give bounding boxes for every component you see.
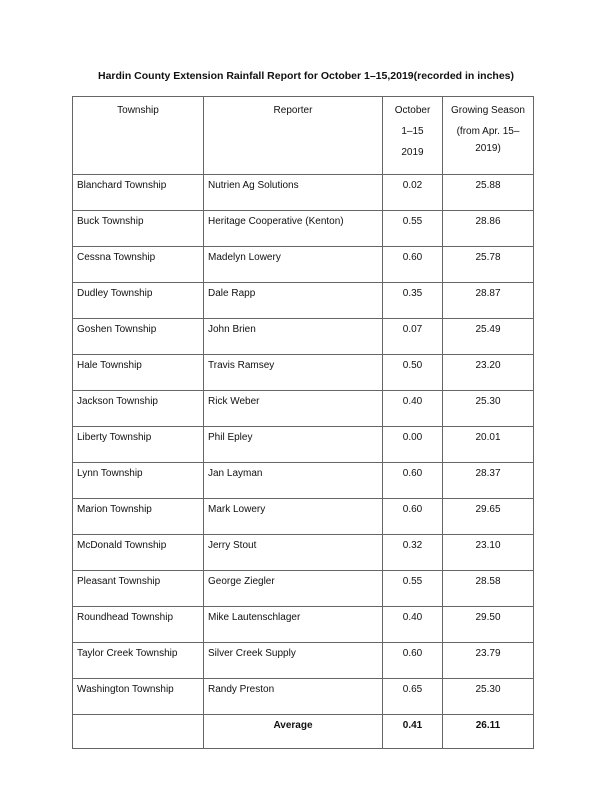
reporter-cell: George Ziegler (204, 571, 383, 607)
season-cell: 28.37 (443, 463, 534, 499)
october-cell: 0.02 (383, 175, 443, 211)
reporter-cell: Jan Layman (204, 463, 383, 499)
reporter-cell: Madelyn Lowery (204, 247, 383, 283)
header-row (73, 97, 534, 175)
season-cell: 20.01 (443, 427, 534, 463)
season-cell: 25.88 (443, 175, 534, 211)
reporter-cell: Mark Lowery (204, 499, 383, 535)
season-cell: 28.87 (443, 283, 534, 319)
october-cell: 0.35 (383, 283, 443, 319)
season-cell: 25.49 (443, 319, 534, 355)
header-season-line-2: (from Apr. 15– (456, 126, 520, 137)
table-row (73, 211, 534, 247)
township-cell: Cessna Township (73, 247, 204, 283)
season-cell: 23.20 (443, 355, 534, 391)
table-row (73, 463, 534, 499)
township-cell: Marion Township (73, 499, 204, 535)
township-cell: Jackson Township (73, 391, 204, 427)
october-cell: 0.40 (383, 391, 443, 427)
reporter-cell: John Brien (204, 319, 383, 355)
reporter-cell: Silver Creek Supply (204, 643, 383, 679)
october-cell: 0.60 (383, 499, 443, 535)
table-row (73, 283, 534, 319)
october-cell: 0.60 (383, 247, 443, 283)
township-cell: Buck Township (73, 211, 204, 247)
header-october-line-3: 2019 (401, 147, 424, 158)
township-cell: Taylor Creek Township (73, 643, 204, 679)
rainfall-table (72, 96, 534, 749)
season-cell: 29.50 (443, 607, 534, 643)
table-row (73, 355, 534, 391)
october-cell: 0.65 (383, 679, 443, 715)
season-cell: 28.86 (443, 211, 534, 247)
table-row (73, 247, 534, 283)
season-cell: 23.10 (443, 535, 534, 571)
table-row (73, 571, 534, 607)
township-cell: Liberty Township (73, 427, 204, 463)
township-cell: Lynn Township (73, 463, 204, 499)
season-cell: 25.30 (443, 679, 534, 715)
average-label: Average (204, 715, 383, 749)
header-growing-season (443, 97, 534, 175)
reporter-cell: Jerry Stout (204, 535, 383, 571)
table-row (73, 319, 534, 355)
october-cell: 0.55 (383, 571, 443, 607)
reporter-cell: Dale Rapp (204, 283, 383, 319)
header-october (383, 97, 443, 175)
township-cell: Hale Township (73, 355, 204, 391)
october-cell: 0.40 (383, 607, 443, 643)
township-cell: Goshen Township (73, 319, 204, 355)
season-cell: 23.79 (443, 643, 534, 679)
township-cell: Blanchard Township (73, 175, 204, 211)
season-cell: 25.78 (443, 247, 534, 283)
township-cell: Pleasant Township (73, 571, 204, 607)
season-cell: 28.58 (443, 571, 534, 607)
township-cell: Dudley Township (73, 283, 204, 319)
october-cell: 0.07 (383, 319, 443, 355)
october-cell: 0.60 (383, 463, 443, 499)
reporter-cell: Nutrien Ag Solutions (204, 175, 383, 211)
reporter-cell: Mike Lautenschlager (204, 607, 383, 643)
header-township: Township (73, 97, 204, 175)
table-row (73, 607, 534, 643)
season-cell: 29.65 (443, 499, 534, 535)
table-row (73, 391, 534, 427)
table-row (73, 679, 534, 715)
header-reporter: Reporter (204, 97, 383, 175)
average-row (73, 715, 534, 749)
reporter-cell: Phil Epley (204, 427, 383, 463)
season-cell: 25.30 (443, 391, 534, 427)
township-cell: McDonald Township (73, 535, 204, 571)
table-row (73, 535, 534, 571)
table-row (73, 499, 534, 535)
october-cell: 0.50 (383, 355, 443, 391)
reporter-cell: Travis Ramsey (204, 355, 383, 391)
header-october-line-2: 1–15 (401, 126, 424, 137)
reporter-cell: Rick Weber (204, 391, 383, 427)
october-cell: 0.32 (383, 535, 443, 571)
header-season-line-3: 2019) (475, 143, 501, 154)
township-cell: Roundhead Township (73, 607, 204, 643)
october-cell: 0.60 (383, 643, 443, 679)
report-title: Hardin County Extension Rainfall Report for October 1–15,2019(recorded in inches) (97, 70, 514, 82)
table-row (73, 427, 534, 463)
october-cell: 0.55 (383, 211, 443, 247)
township-cell: Washington Township (73, 679, 204, 715)
header-october-line-1: October (394, 105, 431, 116)
average-october: 0.41 (383, 715, 443, 749)
table-row (73, 175, 534, 211)
october-cell: 0.00 (383, 427, 443, 463)
header-season-line-1: Growing Season (451, 105, 525, 116)
reporter-cell: Heritage Cooperative (Kenton) (204, 211, 383, 247)
average-season: 26.11 (443, 715, 534, 749)
average-empty-cell (73, 715, 204, 749)
table-row (73, 643, 534, 679)
reporter-cell: Randy Preston (204, 679, 383, 715)
